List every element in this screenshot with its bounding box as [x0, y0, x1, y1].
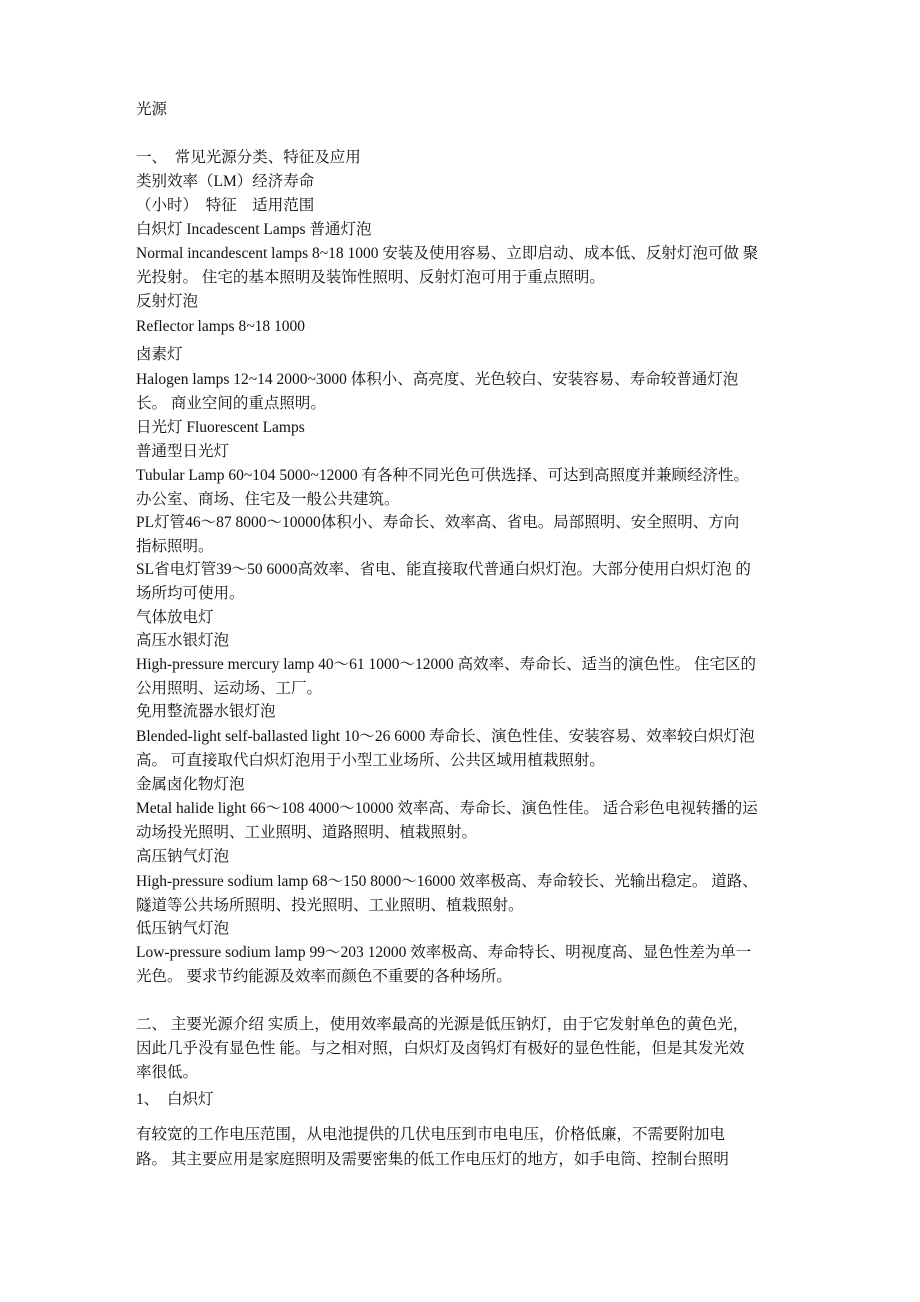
text-line: 一、 常见光源分类、特征及应用: [136, 149, 361, 166]
text-line: 高压钠气灯泡: [136, 848, 230, 865]
text-line: 长。 商业空间的重点照明。: [136, 395, 326, 412]
text-line: 光源: [136, 101, 168, 118]
text-line: 白炽灯 Incadescent Lamps 普通灯泡: [136, 221, 372, 238]
text-line: Metal halide light 66〜108 4000〜10000 效率高、寿命长、演色性佳。 适合彩色电视转播的运: [136, 800, 758, 817]
text-line: 光投射。 住宅的基本照明及装饰性照明、反射灯泡可用于重点照明。: [136, 269, 605, 286]
text-line: Low-pressure sodium lamp 99〜203 12000 效率极高、寿命特长、明视度高、显色性差为单一: [136, 944, 752, 961]
text-line: 光色。 要求节约能源及效率而颜色不重要的各种场所。: [136, 968, 512, 985]
text-line: Blended-light self-ballasted light 10〜26 6000 寿命长、演色性佳、安装容易、效率较白炽灯泡: [136, 728, 755, 745]
text-line: Normal incandescent lamps 8~18 1000 安装及使用容易、立即启动、成本低、反射灯泡可做 聚: [136, 245, 759, 262]
text-line: Tubular Lamp 60~104 5000~12000 有各种不同光色可供选择、可达到高照度并兼顾经济性。: [136, 467, 749, 484]
text-line: 路。 其主要应用是家庭照明及需要密集的低工作电压灯的地方，如手电筒、控制台照明: [136, 1151, 729, 1168]
text-line: High-pressure mercury lamp 40〜61 1000〜12000 高效率、寿命长、适当的演色性。 住宅区的: [136, 656, 756, 673]
text-line: 反射灯泡: [136, 293, 199, 310]
text-line: SL省电灯管39〜50 6000高效率、省电、能直接取代普通白炽灯泡。大部分使用白炽灯泡 的: [136, 561, 751, 578]
text-line: 隧道等公共场所照明、投光照明、工业照明、植栽照射。: [136, 897, 524, 914]
text-line: 1、 白炽灯: [136, 1091, 214, 1108]
text-line: 气体放电灯: [136, 609, 214, 626]
text-line: （小时） 特征 适用范围: [136, 197, 315, 214]
text-line: Halogen lamps 12~14 2000~3000 体积小、高亮度、光色较白、安装容易、寿命较普通灯泡: [136, 371, 739, 388]
text-line: 有较宽的工作电压范围，从电池提供的几伏电压到市电电压，价格低廉，不需要附加电: [136, 1126, 726, 1143]
text-line: 公用照明、运动场、工厂。: [136, 680, 323, 697]
text-line: 动场投光照明、工业照明、道路照明、植栽照射。: [136, 824, 478, 841]
text-line: 金属卤化物灯泡: [136, 776, 245, 793]
text-line: 场所均可使用。: [136, 585, 245, 602]
text-line: 类别效率（LM）经济寿命: [136, 173, 315, 190]
text-line: 二、 主要光源介绍 实质上，使用效率最高的光源是低压钠灯，由于它发射单色的黄色光，: [136, 1016, 749, 1033]
text-line: 高。 可直接取代白炽灯泡用于小型工业场所、公共区域用植栽照射。: [136, 752, 605, 769]
text-line: PL灯管46〜87 8000〜10000体积小、寿命长、效率高、省电。局部照明、安全照明、方向: [136, 514, 740, 531]
text-line: 办公室、商场、住宅及一般公共建筑。: [136, 491, 400, 508]
text-line: Reflector lamps 8~18 1000: [136, 318, 305, 335]
text-line: 日光灯 Fluorescent Lamps: [136, 419, 305, 436]
text-line: 卤素灯: [136, 346, 183, 363]
text-line: 免用整流器水银灯泡: [136, 703, 276, 720]
text-line: 普通型日光灯: [136, 443, 230, 460]
text-line: 率很低。: [136, 1064, 199, 1081]
text-line: 高压水银灯泡: [136, 632, 230, 649]
text-line: 因此几乎没有显色性 能。与之相对照，白炽灯及卤钨灯有极好的显色性能，但是其发光效: [136, 1040, 745, 1057]
text-line: 指标照明。: [136, 538, 214, 555]
text-line: High-pressure sodium lamp 68〜150 8000〜16000 效率极高、寿命较长、光输出稳定。 道路、: [136, 873, 758, 890]
text-line: 低压钠气灯泡: [136, 920, 230, 937]
